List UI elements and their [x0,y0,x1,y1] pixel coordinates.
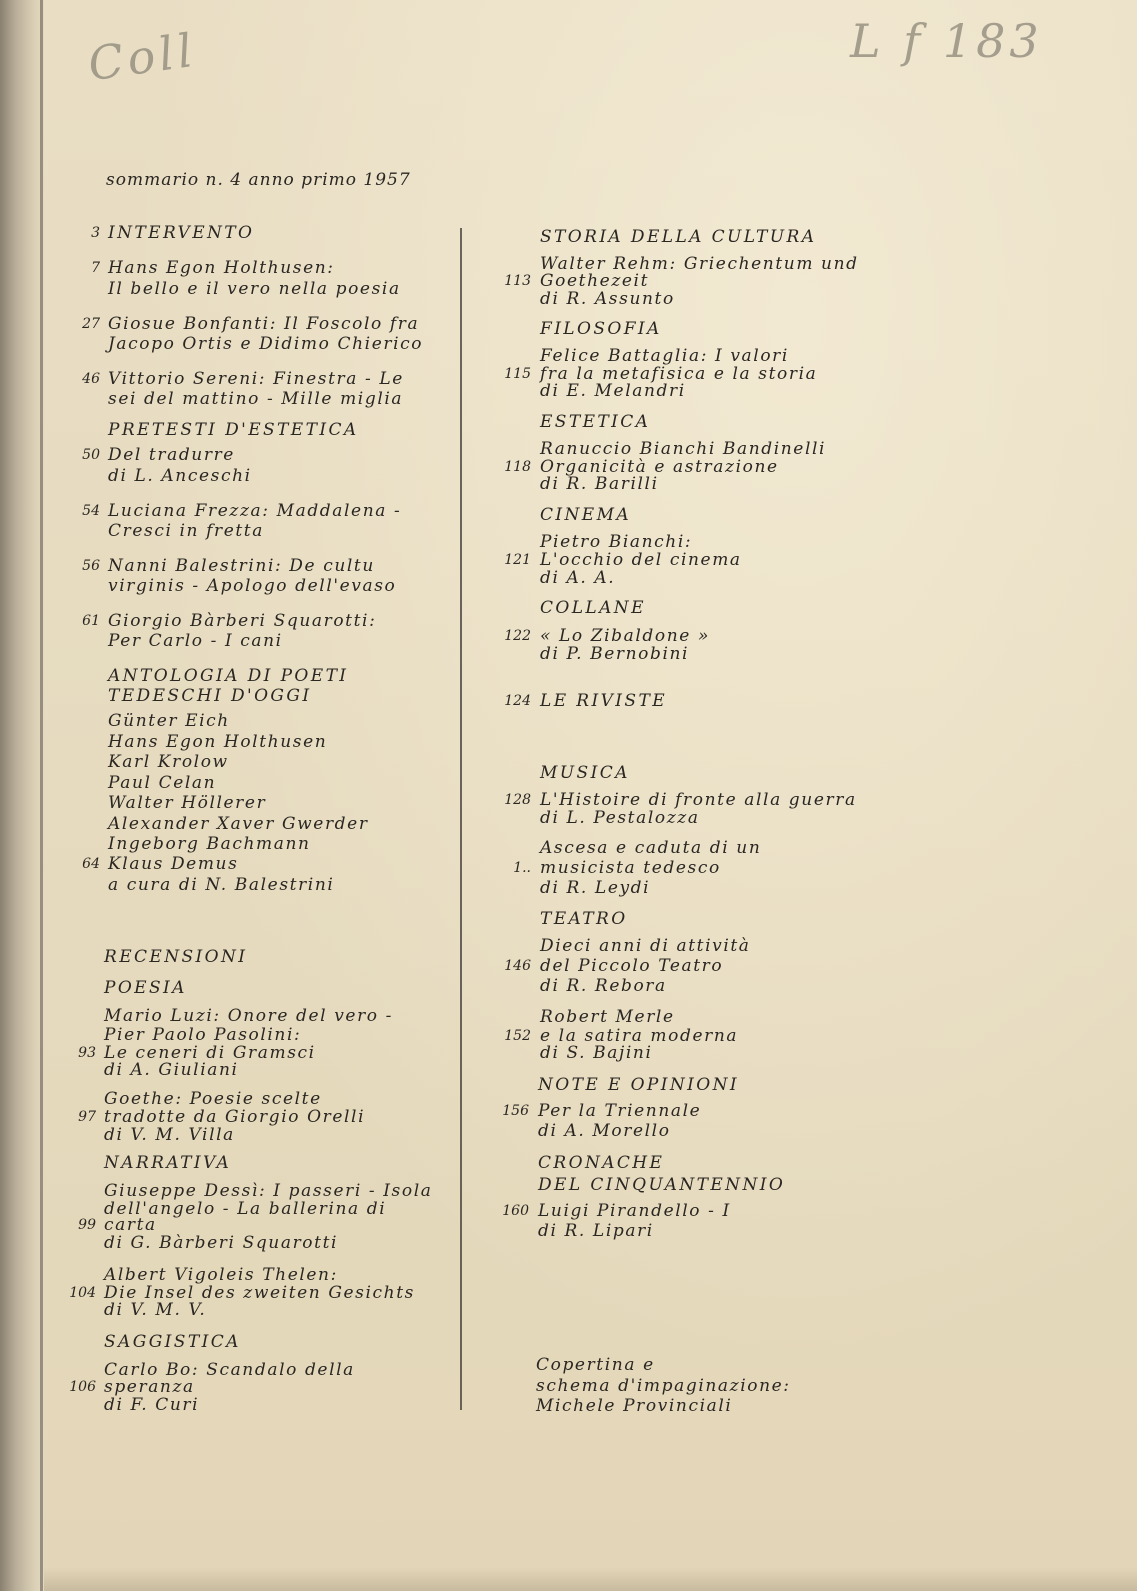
toc-line: Goethe: Poesie scelte [104,1089,322,1109]
toc-line: Luciana Frezza: Maddalena - [108,501,402,521]
poet-name: Walter Höllerer [108,793,267,813]
toc-line: di R. Rebora [540,976,667,996]
toc-line: Ascesa e caduta di un [540,838,762,858]
page-number: 7 [91,260,100,276]
toc-line: di L. Anceschi [108,466,252,486]
toc-line: dell'angelo - La ballerina di [104,1199,387,1219]
section-heading: PRETESTI D'ESTETICA [108,420,359,440]
page-number: 146 [504,958,531,974]
handwritten-note-left: Coll [84,22,200,92]
book-spine [0,0,44,1591]
page-number: 122 [504,628,531,644]
page-number: 93 [78,1045,96,1061]
toc-line: carta [104,1215,157,1235]
page-number: 46 [82,371,100,387]
section-heading: CRONACHE [538,1153,665,1173]
toc-line: di P. Bernobini [540,644,690,664]
summary-header: sommario n. 4 anno primo 1957 [106,170,411,190]
toc-line: speranza [104,1377,195,1397]
page-number: 106 [69,1379,96,1395]
toc-line: di L. Pestalozza [540,808,700,828]
toc-line: di R. Leydi [540,878,651,898]
page-number: 56 [82,558,100,574]
toc-line: Carlo Bo: Scandalo della [104,1360,355,1380]
section-heading: LE RIVISTE [540,691,668,711]
toc-line: Cresci in fretta [108,521,264,541]
toc-line: Pier Paolo Pasolini: [104,1025,302,1045]
toc-line: Il bello e il vero nella poesia [108,279,401,299]
toc-line: Walter Rehm: Griechentum und [540,254,859,274]
toc-line: Robert Merle [540,1007,675,1027]
toc-line: L'Histoire di fronte alla guerra [540,790,857,810]
poet-name: Hans Egon Holthusen [108,732,328,752]
toc-line: musicista tedesco [540,858,721,878]
section-heading: ESTETICA [540,412,651,432]
toc-line: Luigi Pirandello - I [538,1201,731,1221]
toc-line: Giosue Bonfanti: Il Foscolo fra [108,314,420,334]
toc-line: L'occhio del cinema [540,550,742,570]
credits-line: schema d'impaginazione: [536,1376,791,1396]
section-heading: FILOSOFIA [540,319,662,339]
section-heading: INTERVENTO [108,223,255,243]
poet-name: Günter Eich [108,711,230,731]
toc-line: di A. Giuliani [104,1060,239,1080]
page-number: 64 [82,856,100,872]
page-number: 61 [82,613,100,629]
handwritten-note-right: L f 183 [850,14,1043,68]
toc-line: Pietro Bianchi: [540,532,693,552]
toc-line: di A. A. [540,568,616,588]
toc-line: Dieci anni di attività [540,936,751,956]
poet-name: Karl Krolow [108,752,229,772]
page-number: 124 [504,693,531,709]
poet-name: Alexander Xaver Gwerder [108,814,369,834]
page-number: 128 [504,792,531,808]
poet-name: Klaus Demus [108,854,239,874]
toc-line: Organicità e astrazione [540,457,779,477]
toc-line: Jacopo Ortis e Didimo Chierico [108,334,424,354]
toc-line: Giuseppe Dessì: I passeri - Isola [104,1181,433,1201]
section-heading: POESIA [104,978,187,998]
toc-line: Albert Vigoleis Thelen: [104,1265,338,1285]
section-heading: TEATRO [540,909,628,929]
page-number: 152 [504,1028,531,1044]
toc-line: del Piccolo Teatro [540,956,724,976]
toc-line: Vittorio Sereni: Finestra - Le [108,369,404,389]
page-number: 97 [78,1109,96,1125]
toc-line: a cura di N. Balestrini [108,875,335,895]
page-number: 104 [69,1285,96,1301]
toc-line: di R. Lipari [538,1221,654,1241]
toc-line: di R. Barilli [540,474,659,494]
toc-line: di A. Morello [538,1121,671,1141]
column-divider [460,228,462,1410]
toc-line: Ranuccio Bianchi Bandinelli [540,439,827,459]
toc-line: Mario Luzi: Onore del vero - [104,1006,393,1026]
toc-line: di S. Bajini [540,1043,653,1063]
section-heading: SAGGISTICA [104,1332,241,1352]
section-heading: NOTE E OPINIONI [538,1075,739,1095]
toc-line: Giorgio Bàrberi Squarotti: [108,611,377,631]
credits-line: Copertina e [536,1355,655,1375]
toc-line: fra la metafisica e la storia [540,364,818,384]
section-heading: NARRATIVA [104,1153,232,1173]
toc-line: di G. Bàrberi Squarotti [104,1233,339,1253]
page-bottom-shadow [44,1567,1137,1591]
toc-line: di V. M. Villa [104,1125,235,1145]
toc-line: di R. Assunto [540,289,675,309]
toc-line: Hans Egon Holthusen: [108,258,335,278]
page-number: 160 [502,1203,529,1219]
toc-line: tradotte da Giorgio Orelli [104,1107,366,1127]
spine-edge-line [40,0,43,1591]
page-number: 27 [82,316,100,332]
page-number: 156 [502,1103,529,1119]
section-heading: MUSICA [540,763,630,783]
section-heading: COLLANE [540,598,646,618]
page-number: 54 [82,503,100,519]
section-heading: CINEMA [540,505,632,525]
page-number: 50 [82,447,100,463]
poet-name: Paul Celan [108,773,217,793]
toc-line: sei del mattino - Mille miglia [108,389,404,409]
section-heading: DEL CINQUANTENNIO [538,1175,786,1195]
toc-line: « Lo Zibaldone » [540,626,710,646]
page-number: 1.. [513,860,531,876]
section-heading: RECENSIONI [104,947,248,967]
page-number: 113 [504,273,531,289]
toc-line: Le ceneri di Gramsci [104,1043,316,1063]
section-heading: STORIA DELLA CULTURA [540,227,817,247]
toc-line: di E. Melandri [540,381,686,401]
section-heading: ANTOLOGIA DI POETI [108,666,349,686]
toc-line: virginis - Apologo dell'evaso [108,576,397,596]
toc-line: Per Carlo - I cani [108,631,283,651]
toc-line: Goethezeit [540,271,650,291]
toc-line: Felice Battaglia: I valori [540,346,789,366]
toc-line: Die Insel des zweiten Gesichts [104,1283,415,1303]
toc-line: e la satira moderna [540,1026,739,1046]
toc-line: di V. M. V. [104,1300,207,1320]
toc-line: Del tradurre [108,445,235,465]
section-heading: TEDESCHI D'OGGI [108,686,312,706]
page-number: 118 [504,459,531,475]
page-number: 99 [78,1217,96,1233]
toc-line: Per la Triennale [538,1101,702,1121]
credits-line: Michele Provinciali [536,1396,733,1416]
toc-line: di F. Curi [104,1395,200,1415]
page-number: 115 [504,366,531,382]
page-number: 121 [504,552,531,568]
poet-name: Ingeborg Bachmann [108,834,311,854]
toc-line: Nanni Balestrini: De cultu [108,556,375,576]
page-number: 3 [91,225,100,241]
